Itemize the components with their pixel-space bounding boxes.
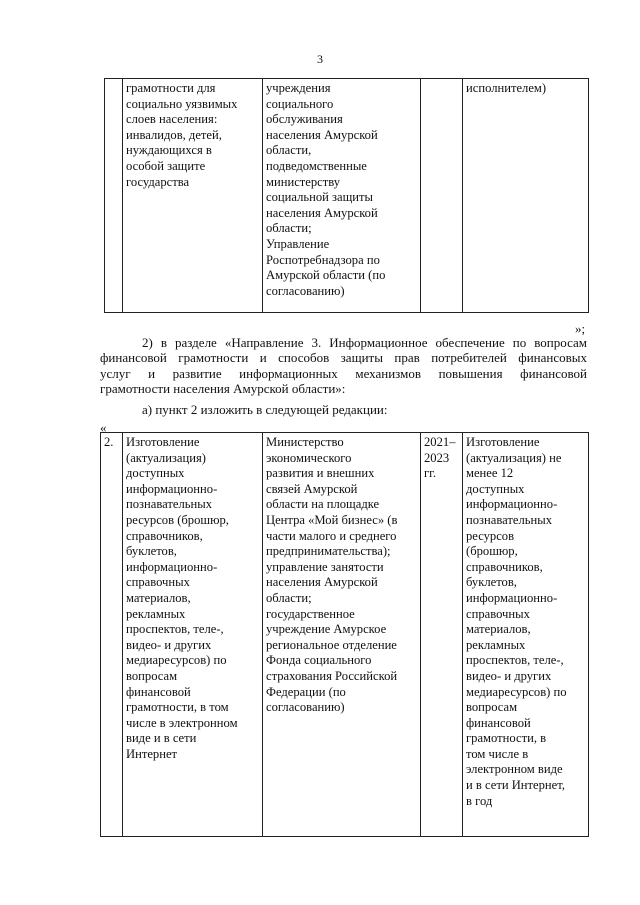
cell-line: и в сети Интернет, [466,778,565,793]
cell-line: гг. [424,466,437,481]
cell-line: региональное отделение [266,637,397,652]
cell-line: населения Амурской [266,575,378,590]
cell-line: грамотности, в том [126,700,229,715]
paragraph-section-2 [100,335,587,397]
cell-line: в год [466,793,493,808]
cell-line: вопросам [126,668,178,683]
paragraph-line: грамотности населения Амурской области»: [100,381,346,397]
cell-result [463,433,589,837]
cell-line: видео- и других [126,637,212,652]
cell-line: менее 12 [466,466,514,481]
cell-line: населения Амурской [266,205,378,220]
cell-line: управление занятости [266,559,384,574]
cell-line: материалов, [126,590,191,605]
cell-line: развития и внешних [266,466,375,481]
cell-line: справочных [126,575,190,590]
cell-line: информационно- [126,481,218,496]
paragraph-line: 2) в разделе «Направление 3. Информационное обеспечение по вопросам [142,335,587,350]
cell-line: страхования Российской [266,668,398,683]
cell-line: справочных [466,606,530,621]
table-row [105,79,589,313]
cell-line: рекламных [466,637,526,652]
cell-line: Изготовление [466,435,540,449]
cell-event [123,433,263,837]
cell-line: государства [126,174,190,189]
table-row [101,433,589,837]
cell-line: материалов, [466,622,531,637]
cell-line: инвалидов, детей, [126,127,222,142]
cell-line: области; [266,221,312,236]
cell-line: числе в электронном [126,715,238,730]
cell-line: финансовой [466,715,531,730]
cell-line: области на площадке [266,497,380,512]
cell-line: Министерство [266,435,344,449]
cell-line: информационно- [466,497,558,512]
cell-line: Изготовление [126,435,200,449]
cell-line: подведомственные [266,158,367,173]
cell-line: информационно- [126,559,218,574]
cell-line: грамотности, в [466,731,547,746]
cell-line: 2023 [424,450,450,465]
cell-line: электронном виде [466,762,563,777]
cell-period [421,79,463,313]
cell-result [463,79,589,313]
cell-line: согласованию) [266,283,345,298]
cell-line: исполнителем) [466,81,547,95]
cell-line: справочников, [466,559,543,574]
cell-line: учреждения [266,81,331,95]
cell-line: (брошюр, [466,544,518,559]
cell-line: рекламных [126,606,186,621]
cell-line: медиаресурсов) по [466,684,567,699]
cell-executors [263,79,421,313]
cell-line: (актуализация) не [466,450,562,465]
cell-period [421,433,463,837]
cell-line: медиаресурсов) по [126,653,227,668]
cell-line: буклетов, [466,575,517,590]
cell-line: Роспотребнадзора по [266,252,380,267]
cell-line: согласованию) [266,700,345,715]
cell-line: Интернет [126,746,178,761]
closing-quote: »; [575,321,586,336]
cell-line: грамотности для [126,81,216,95]
cell-line: министерству [266,174,341,189]
cell-line: государственное [266,606,355,621]
cell-line: том числе в [466,746,529,761]
cell-line: доступных [466,481,525,496]
cell-number: 2. [101,433,123,837]
cell-line: социального [266,96,334,111]
cell-line: особой защите [126,158,206,173]
cell-line: 2021– [424,435,456,449]
cell-line: познавательных [126,497,213,512]
cell-line: ресурсов (брошюр, [126,512,229,527]
cell-event [123,79,263,313]
cell-line: предпринимательства); [266,544,391,559]
cell-line: Управление [266,236,330,251]
page-number: 3 [317,52,323,66]
cell-line: Федерации (по [266,684,346,699]
opening-quote: « [100,420,107,435]
cell-line: проспектов, теле-, [126,622,224,637]
cell-line: области; [266,590,312,605]
table-bottom [100,432,589,837]
cell-line: населения Амурской [266,127,378,142]
paragraph-point-2: а) пункт 2 изложить в следующей редакции: [142,402,388,417]
cell-line: справочников, [126,528,203,543]
cell-line: экономического [266,450,352,465]
cell-line: Центра «Мой бизнес» (в [266,512,398,527]
paragraph-line: финансовой грамотности и способов защиты прав потребителей финансовых [100,350,587,366]
cell-line: части малого и среднего [266,528,397,543]
cell-line: ресурсов [466,528,515,543]
cell-line: доступных [126,466,185,481]
cell-line: виде и в сети [126,731,197,746]
cell-line: учреждение Амурское [266,622,387,637]
cell-line: информационно- [466,590,558,605]
paragraph-line: услуг и развитие информационных механизмов повышения финансовой [100,365,587,381]
cell-line: проспектов, теле-, [466,653,564,668]
cell-executors [263,433,421,837]
cell-line: буклетов, [126,544,177,559]
cell-line: Фонда социального [266,653,372,668]
cell-line: (актуализация) [126,450,206,465]
cell-line: области, [266,143,312,158]
cell-line: познавательных [466,512,553,527]
cell-line: финансовой [126,684,191,699]
cell-number [105,79,123,313]
cell-line: видео- и других [466,668,552,683]
table-top [104,78,589,313]
cell-line: слоев населения: [126,112,218,127]
cell-line: нуждающихся в [126,143,212,158]
cell-line: вопросам [466,700,518,715]
cell-line: связей Амурской [266,481,358,496]
cell-line: социально уязвимых [126,96,238,111]
cell-line: социальной защиты [266,190,373,205]
cell-line: Амурской области (по [266,268,386,283]
cell-line: обслуживания [266,112,343,127]
